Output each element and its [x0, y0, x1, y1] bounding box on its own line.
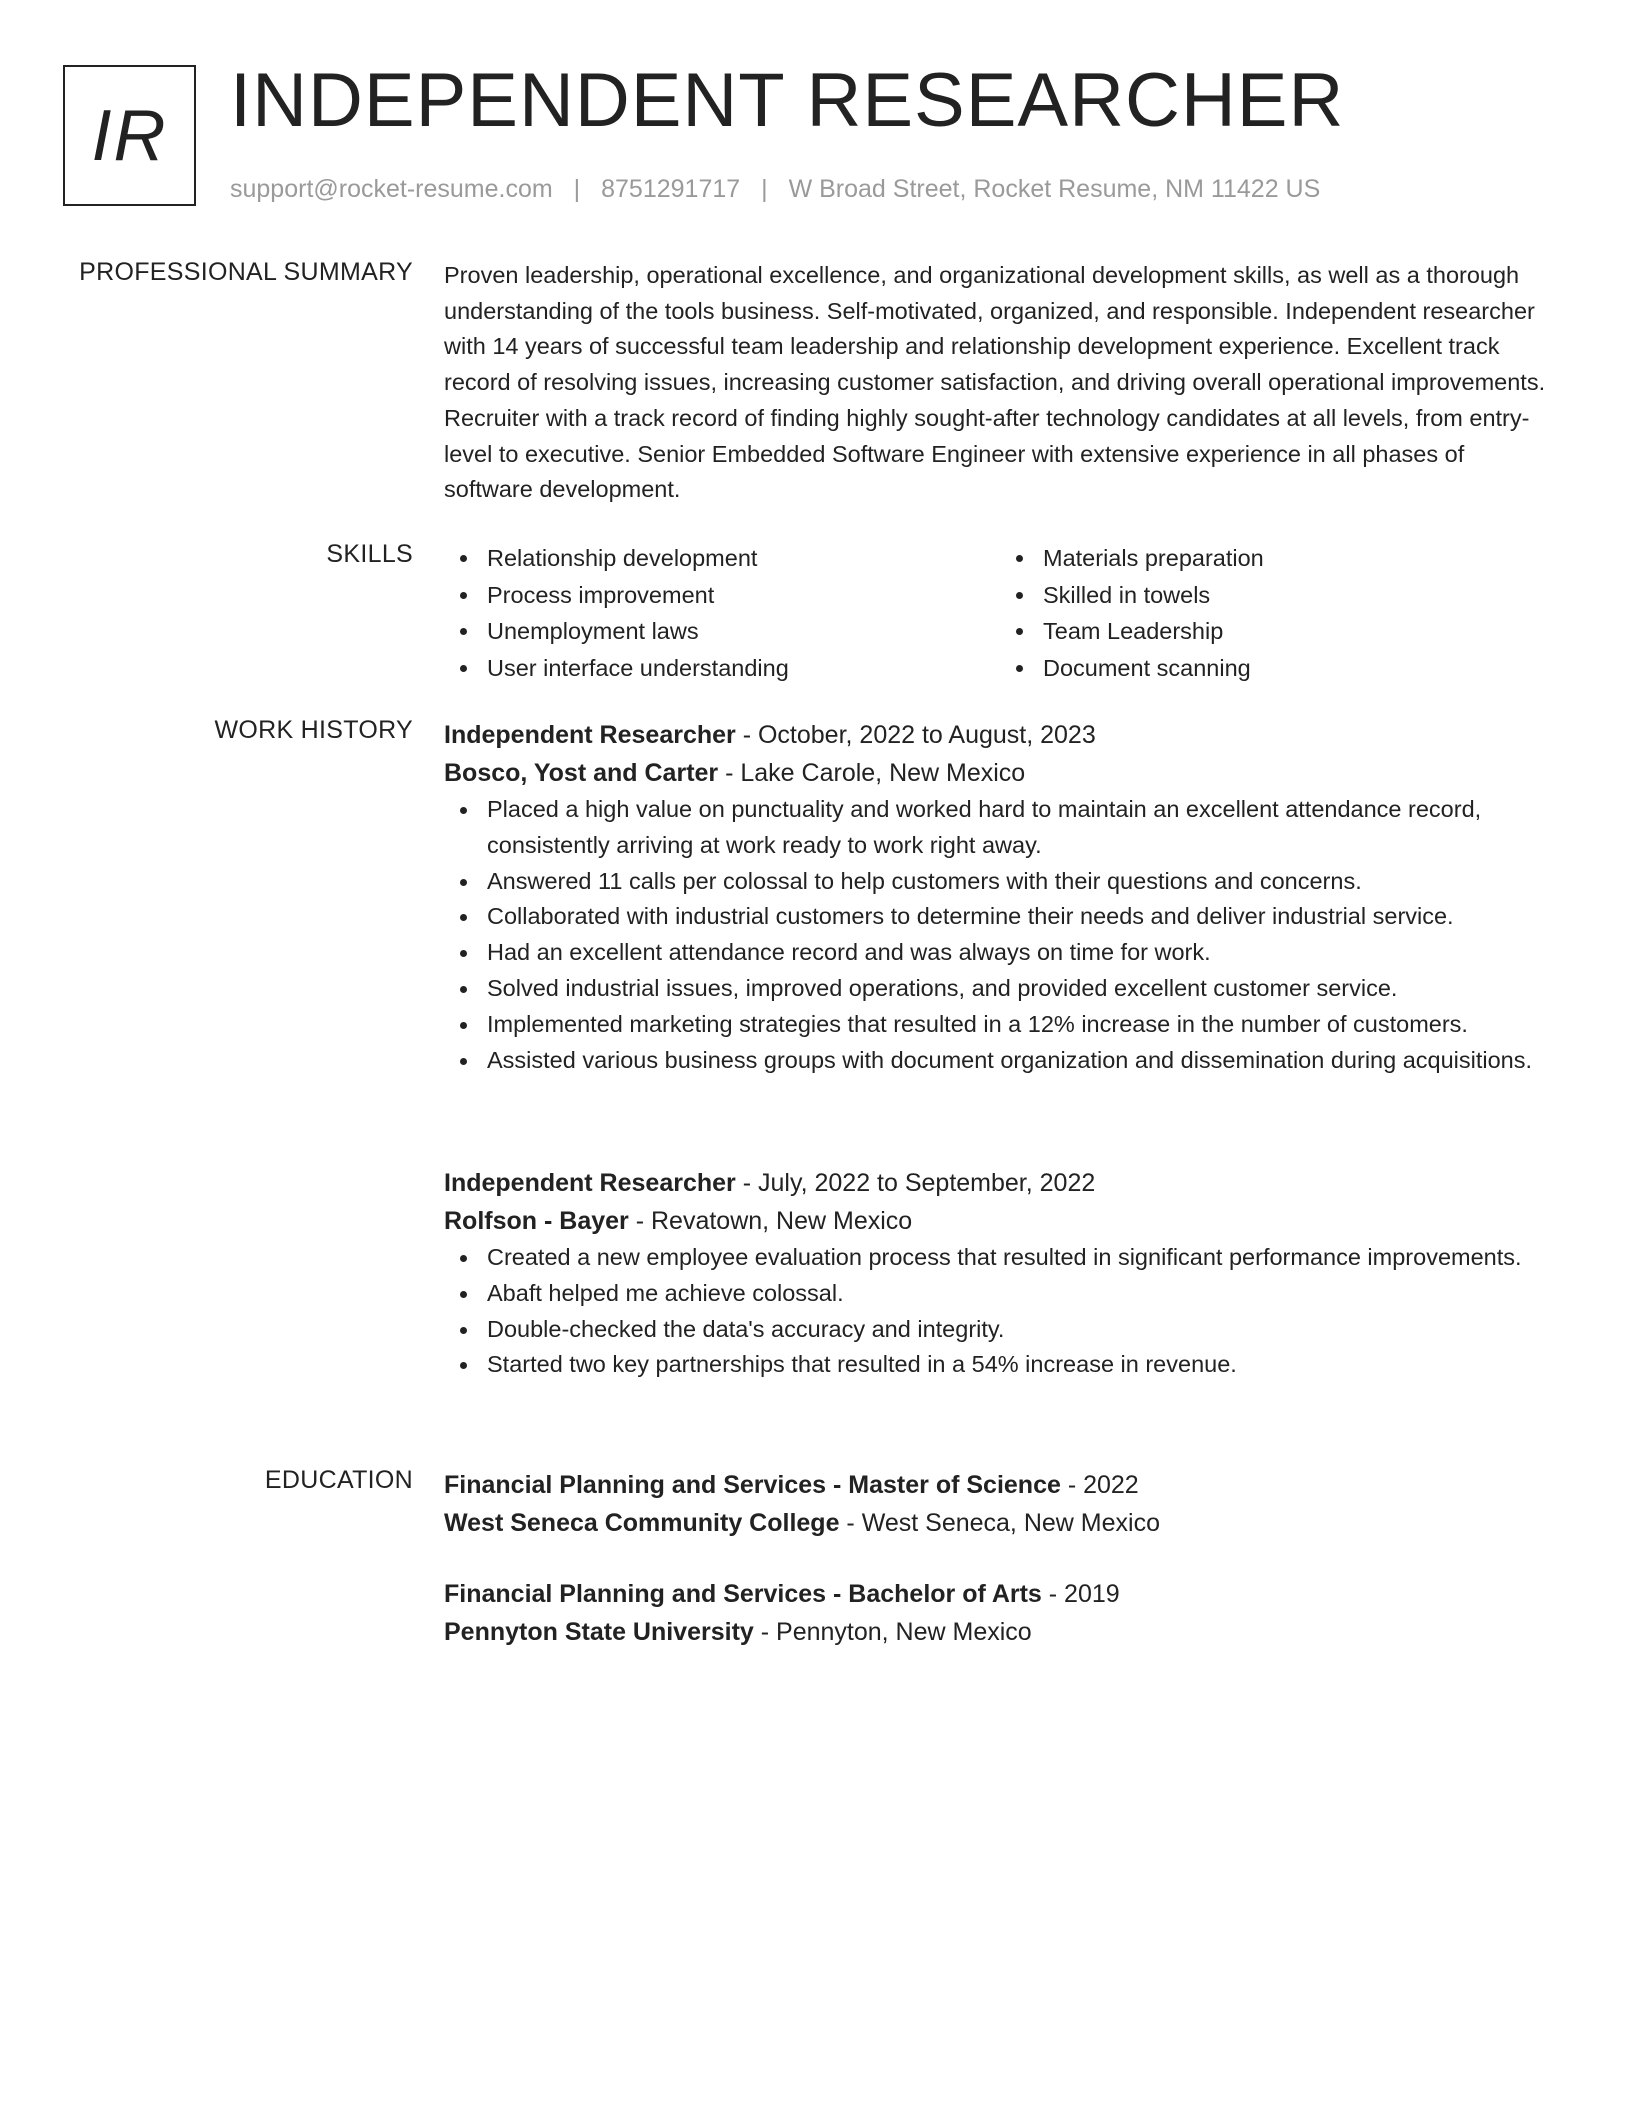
job-bullet: Implemented marketing strategies that resulted in a 12% increase in the number of customers. — [487, 1007, 1556, 1043]
education-location: - West Seneca, New Mexico — [839, 1509, 1160, 1537]
education-school: West Seneca Community College — [444, 1509, 840, 1537]
education-degree-line — [444, 1575, 1556, 1613]
education-entry — [444, 1466, 1556, 1542]
education-entry — [444, 1575, 1556, 1651]
job-bullet: Assisted various business groups with document organization and dissemination during acquisitions. — [487, 1043, 1556, 1079]
job-location: - Lake Carole, New Mexico — [718, 759, 1026, 787]
education-degree-line — [444, 1466, 1556, 1504]
contact-phone: 8751291717 — [601, 175, 741, 203]
section-label-education: EDUCATION — [264, 1466, 413, 1494]
job-bullet: Placed a high value on punctuality and worked hard to maintain an excellent attendance record, consistently arriving at work ready to work right away. — [487, 792, 1556, 864]
job-dates: - July, 2022 to September, 2022 — [735, 1169, 1096, 1197]
skill-item: Materials preparation — [1043, 540, 1556, 577]
contact-email: support@rocket-resume.com — [230, 175, 553, 203]
job-dates: - October, 2022 to August, 2023 — [735, 721, 1096, 749]
job-title: Independent Researcher — [444, 1169, 736, 1197]
skill-item: Unemployment laws — [487, 613, 1000, 650]
contact-separator: | — [761, 175, 768, 203]
education-year: - 2019 — [1041, 1580, 1120, 1608]
skill-item: Relationship development — [487, 540, 1000, 577]
education-degree: Financial Planning and Services - Bachelor of Arts — [444, 1580, 1042, 1608]
job-bullet: Solved industrial issues, improved operations, and provided excellent customer service. — [487, 971, 1556, 1007]
section-label-work: WORK HISTORY — [214, 716, 413, 744]
job-company: Rolfson - Bayer — [444, 1207, 629, 1235]
education-year: - 2022 — [1060, 1471, 1139, 1499]
job-bullet: Had an excellent attendance record and was always on time for work. — [487, 935, 1556, 971]
job-bullet: Answered 11 calls per colossal to help customers with their questions and concerns. — [487, 864, 1556, 900]
job-bullet: Started two key partnerships that resulted in a 54% increase in revenue. — [487, 1347, 1556, 1383]
job-location: - Revatown, New Mexico — [628, 1207, 913, 1235]
contact-line — [230, 175, 1320, 204]
education-school-line — [444, 1613, 1556, 1651]
job-entry — [444, 1164, 1556, 1383]
job-entry — [444, 716, 1556, 1078]
job-bullet: Created a new employee evaluation process that resulted in significant performance improvements. — [487, 1240, 1556, 1276]
job-bullets — [444, 1240, 1556, 1383]
job-bullets — [444, 792, 1556, 1078]
job-company-line — [444, 1202, 1556, 1240]
job-title-line — [444, 1164, 1556, 1202]
job-bullet: Double-checked the data's accuracy and integrity. — [487, 1312, 1556, 1348]
job-company: Bosco, Yost and Carter — [444, 759, 719, 787]
job-bullet: Collaborated with industrial customers to determine their needs and deliver industrial service. — [487, 899, 1556, 935]
summary-text: Proven leadership, operational excellence, and organizational development skills, as well as a thorough understanding of the tools business. Self-motivated, organized, and responsible. Independent researcher with 14 years of successful team leadership and relationship development experience. Excellent track record of resolving issues, increasing customer satisfaction, and driving overall operational improvements. Recruiter with a track record of finding highly sought-after technology candidates at all levels, from entry-level to executive. Senior Embedded Software Engineer with extensive experience in all phases of software development. — [444, 262, 1546, 503]
job-company-line — [444, 754, 1556, 792]
contact-separator: | — [573, 175, 581, 203]
contact-address: W Broad Street, Rocket Resume, NM 11422 US — [788, 175, 1321, 203]
resume-header — [63, 58, 1572, 215]
candidate-name: INDEPENDENT RESEARCHER — [230, 58, 1345, 143]
section-label-summary: PROFESSIONAL SUMMARY — [79, 258, 413, 286]
skill-item: User interface understanding — [487, 650, 1000, 687]
job-title-line — [444, 716, 1556, 754]
skill-item: Process improvement — [487, 577, 1000, 614]
skill-item: Skilled in towels — [1043, 577, 1556, 614]
section-label-skills: SKILLS — [326, 540, 413, 568]
education-school: Pennyton State University — [444, 1618, 754, 1646]
education-location: - Pennyton, New Mexico — [753, 1618, 1032, 1646]
skills-list-right — [1000, 540, 1556, 686]
education-degree: Financial Planning and Services - Master of Science — [444, 1471, 1061, 1499]
job-title: Independent Researcher — [444, 721, 736, 749]
skill-item: Team Leadership — [1043, 613, 1556, 650]
skills-list-left — [444, 540, 1000, 686]
job-bullet: Abaft helped me achieve colossal. — [487, 1276, 1556, 1312]
skill-item: Document scanning — [1043, 650, 1556, 687]
monogram-logo: IR — [63, 65, 196, 206]
education-school-line — [444, 1504, 1556, 1542]
